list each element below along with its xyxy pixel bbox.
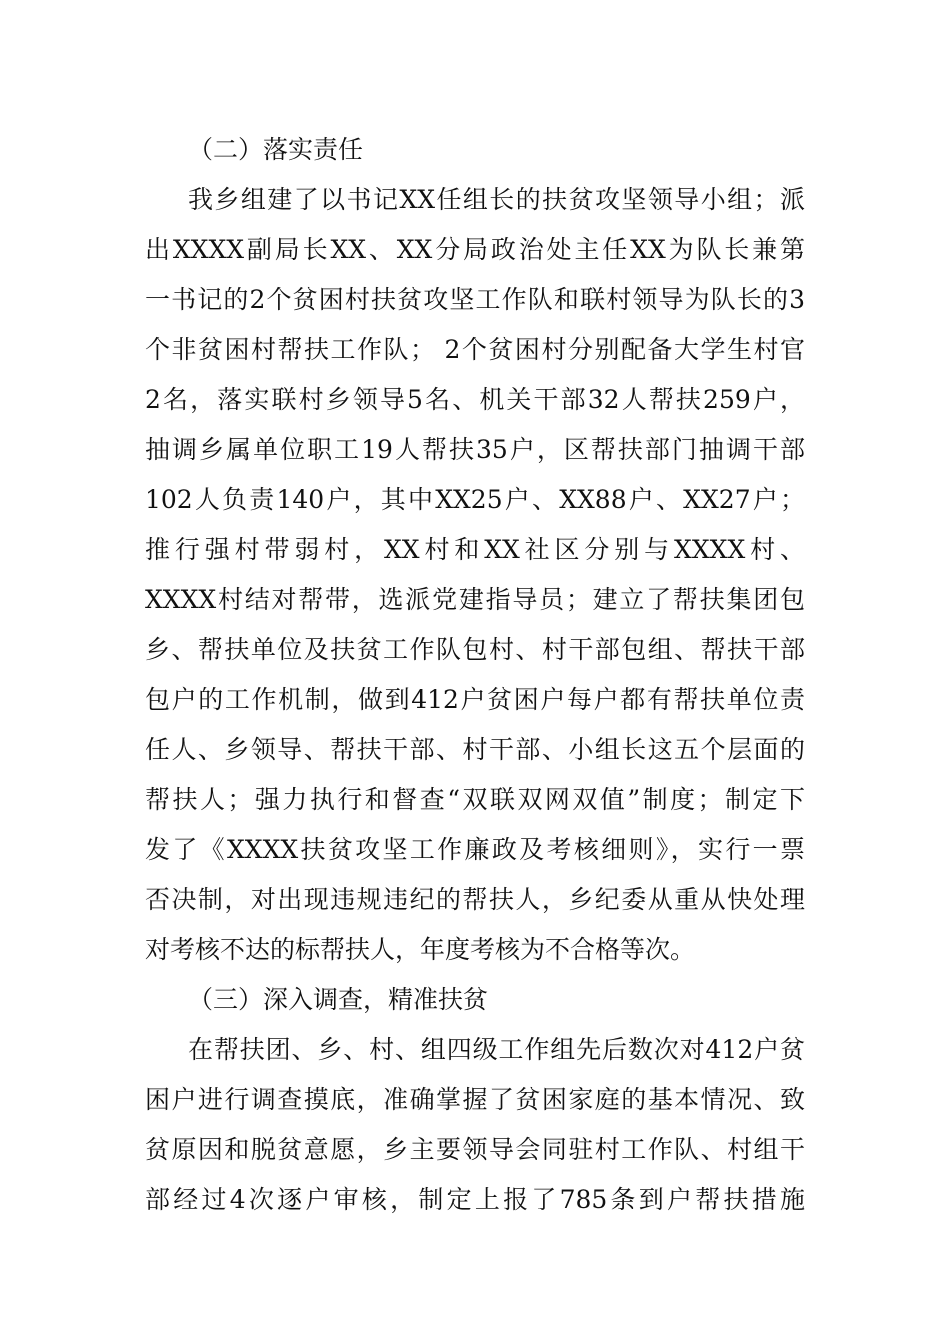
paragraph-1-line: 出XXXX副局长XX、XX分局政治处主任XX为队长兼第 <box>145 235 805 264</box>
paragraph-1-line: 推行强村带弱村，XX村和XX社区分别与XXXX村、 <box>145 535 805 564</box>
section-heading-3: （三）深入调查，精准扶贫 <box>188 985 489 1014</box>
paragraph-1-line: 我乡组建了以书记XX任组长的扶贫攻坚领导小组；派 <box>188 185 805 214</box>
paragraph-1-line: 发了《XXXX扶贫攻坚工作廉政及考核细则》，实行一票 <box>145 835 805 864</box>
paragraph-1-line: 包户的工作机制，做到412户贫困户每户都有帮扶单位责 <box>145 685 805 714</box>
paragraph-1-line: 任人、乡领导、帮扶干部、村干部、小组长这五个层面的 <box>145 735 805 764</box>
paragraph-1-line: 帮扶人；强力执行和督查“双联双网双值”制度；制定下 <box>145 785 805 814</box>
paragraph-1-line: 抽调乡属单位职工19人帮扶35户，区帮扶部门抽调干部 <box>145 435 805 464</box>
paragraph-2-line: 贫原因和脱贫意愿，乡主要领导会同驻村工作队、村组干 <box>145 1135 805 1164</box>
paragraph-1-line: 2名，落实联村乡领导5名、机关干部32人帮扶259户， <box>145 385 805 414</box>
paragraph-1-line: 个非贫困村帮扶工作队； 2个贫困村分别配备大学生村官 <box>145 335 805 364</box>
paragraph-1-line: XXXX村结对帮带，选派党建指导员；建立了帮扶集团包 <box>145 585 805 614</box>
paragraph-2-line: 困户进行调查摸底，准确掌握了贫困家庭的基本情况、致 <box>145 1085 805 1114</box>
section-heading-2: （二）落实责任 <box>188 135 364 164</box>
paragraph-2-line: 部经过4次逐户审核，制定上报了785条到户帮扶措施 <box>145 1185 805 1214</box>
paragraph-1-line: 乡、帮扶单位及扶贫工作队包村、村干部包组、帮扶干部 <box>145 635 805 664</box>
paragraph-1-line: 否决制，对出现违规违纪的帮扶人，乡纪委从重从快处理 <box>145 885 805 914</box>
paragraph-1-line: 对考核不达的标帮扶人，年度考核为不合格等次。 <box>145 935 696 964</box>
paragraph-1-line: 一书记的2个贫困村扶贫攻坚工作队和联村领导为队长的3 <box>145 285 805 314</box>
paragraph-1-line: 102人负责140户，其中XX25户、XX88户、XX27户； <box>145 485 805 514</box>
paragraph-2-line: 在帮扶团、乡、村、组四级工作组先后数次对412户贫 <box>188 1035 805 1064</box>
